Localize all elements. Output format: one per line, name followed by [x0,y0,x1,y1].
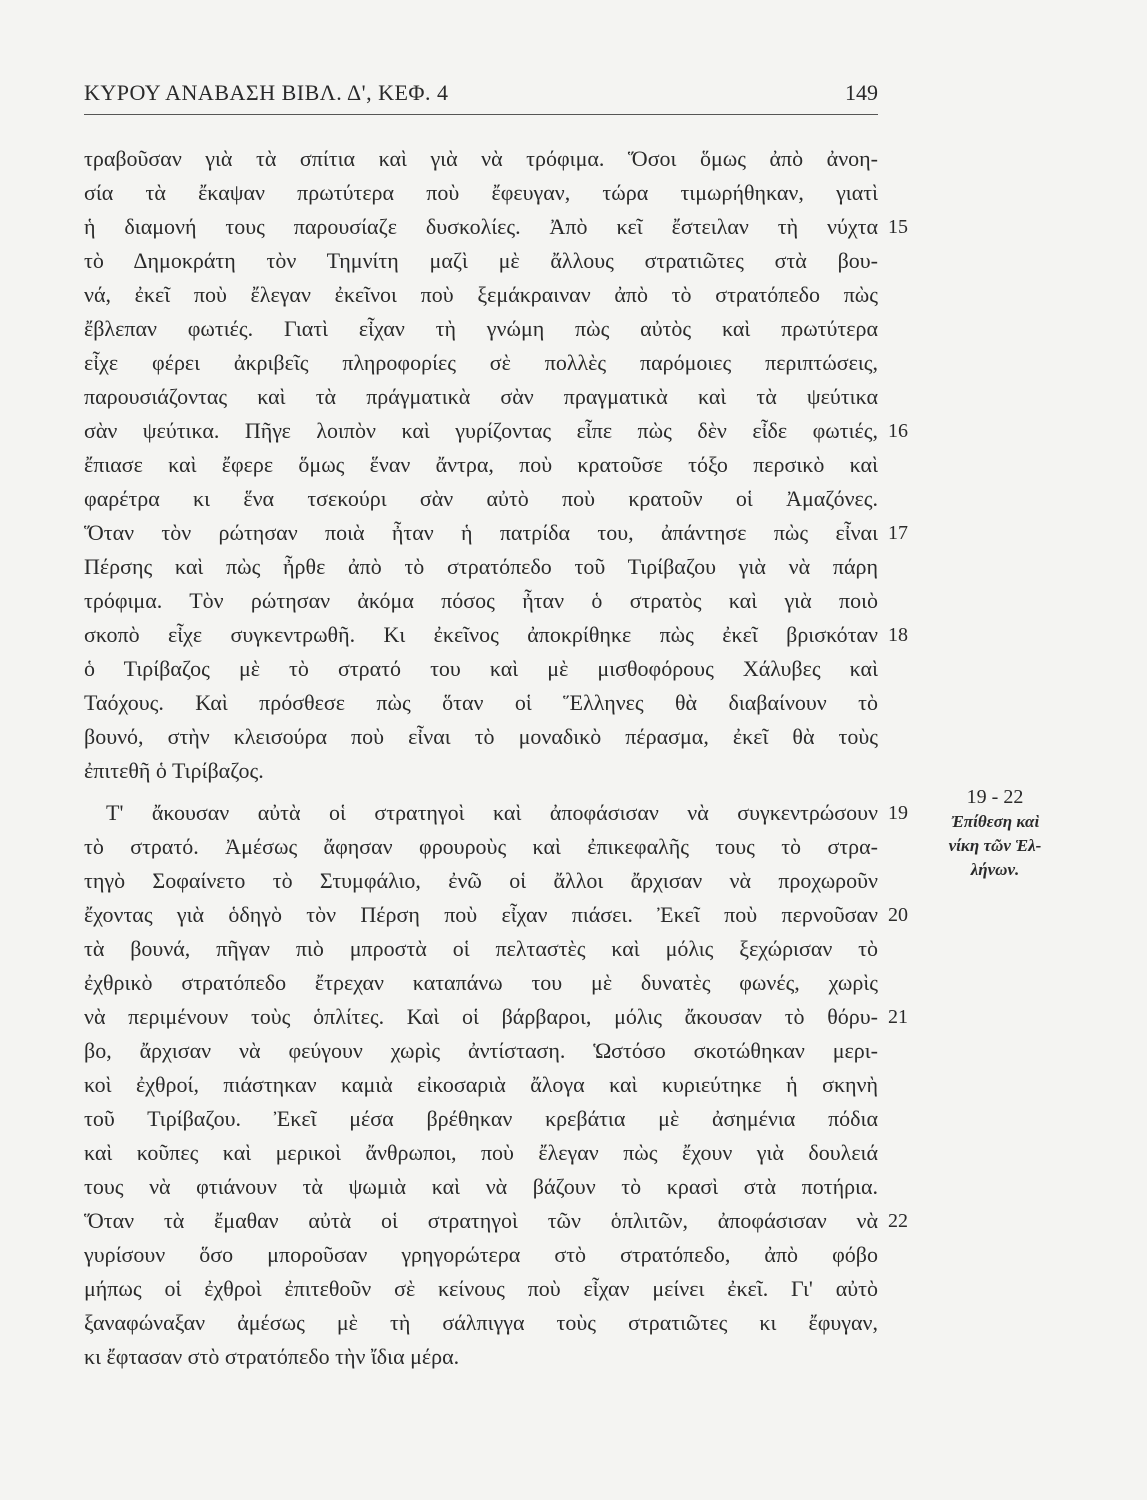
text-line: ἐπιτεθῆ ὁ Τιρίβαζος. [84,758,264,783]
margin-note-range: 19 - 22 [966,786,1024,808]
text-line: σκοπὸ εἶχε συγκεντρωθῆ. Κι ἐκεῖνος ἀποκρίθηκε πὼς ἐκεῖ βρισκόταν [84,622,878,647]
text-line: βουνό, στὴν κλεισούρα ποὺ εἶναι τὸ μοναδικὸ πέρασμα, ἐκεῖ θὰ τοὺς [84,724,878,749]
text-line: σία τὰ ἔκαψαν πρωτύτερα ποὺ ἔφευγαν, τώρα τιμωρήθηκαν, γιατὶ [84,180,878,205]
text-line: φαρέτρα κι ἕνα τσεκούρι σὰν αὐτὸ ποὺ κρατοῦν οἱ Ἀμαζόνες. [84,486,878,511]
text-line: κοὶ ἐχθροί, πιάστηκαν καμιὰ εἰκοσαριὰ ἄλογα καὶ κυριεύτηκε ἡ σκηνὴ [84,1072,878,1097]
section-number-15: 15 [888,216,908,238]
text-line: βο, ἄρχισαν νὰ φεύγουν χωρὶς ἀντίσταση. Ὡστόσο σκοτώθηκαν μερι- [84,1038,878,1063]
text-line: τρόφιμα. Τὸν ρώτησαν ἀκόμα πόσος ἦταν ὁ στρατὸς καὶ γιὰ ποιὸ [84,588,878,613]
running-header [84,78,878,115]
text-line: μήπως οἱ ἐχθροὶ ἐπιτεθοῦν σὲ κείνους ποὺ εἶχαν μείνει ἐκεῖ. Γι' αὐτὸ [84,1276,878,1301]
text-line: Ὅταν τὸν ρώτησαν ποιὰ ἦταν ἡ πατρίδα του, ἀπάντησε πὼς εἶναι [84,520,878,545]
section-number-17: 17 [888,522,908,544]
text-line: σὰν ψεύτικα. Πῆγε λοιπὸν καὶ γυρίζοντας εἶπε πὼς δὲν εἶδε φωτιές, [84,418,878,443]
section-number-16: 16 [888,420,908,442]
text-line: ἔχοντας γιὰ ὁδηγὸ τὸν Πέρση ποὺ εἶχαν πιάσει. Ἐκεῖ ποὺ περνοῦσαν [84,902,878,927]
text-line: γυρίσουν ὅσο μποροῦσαν γρηγορώτερα στὸ στρατόπεδο, ἀπὸ φόβο [84,1242,878,1267]
section-number-22: 22 [888,1210,908,1232]
page-number: 149 [845,80,878,105]
text-line: τοῦ Τιρίβαζου. Ἐκεῖ μέσα βρέθηκαν κρεβάτια μὲ ἀσημένια πόδια [84,1106,878,1131]
section-number-19: 19 [888,802,908,824]
section-number-20: 20 [888,904,908,926]
text-line: ἔπιασε καὶ ἔφερε ὅμως ἕναν ἄντρα, ποὺ κρατοῦσε τόξο περσικὸ καὶ [84,452,878,477]
text-line: Ὅταν τὰ ἔμαθαν αὐτὰ οἱ στρατηγοὶ τῶν ὁπλιτῶν, ἀποφάσισαν νὰ [84,1208,878,1233]
text-line: ἐχθρικὸ στρατόπεδο ἔτρεχαν καταπάνω του μὲ δυνατὲς φωνές, χωρὶς [84,970,878,995]
text-line: ὁ Τιρίβαζος μὲ τὸ στρατό του καὶ μὲ μισθοφόρους Χάλυβες καὶ [84,656,878,681]
header-title: ΚΥΡΟΥ ΑΝΑΒΑΣΗ ΒΙΒΛ. Δ', ΚΕΦ. 4 [84,80,449,105]
text-line: παρουσιάζοντας καὶ τὰ πράγματικὰ σὰν πραγματικὰ καὶ τὰ ψεύτικα [84,384,878,409]
text-line: Τ' ἄκουσαν αὐτὰ οἱ στρατηγοὶ καὶ ἀποφάσισαν νὰ συγκεντρώσουν [106,800,878,825]
text-line: τὰ βουνά, πῆγαν πιὸ μπροστὰ οἱ πελταστὲς καὶ μόλις ξεχώρισαν τὸ [84,936,878,961]
text-line: νὰ περιμένουν τοὺς ὁπλίτες. Καὶ οἱ βάρβαροι, μόλις ἄκουσαν τὸ θόρυ- [84,1004,878,1029]
text-line: εἶχε φέρει ἀκριβεῖς πληροφορίες σὲ πολλὲς παρόμοιες περιπτώσεις, [84,350,878,375]
text-line: τὸ στρατό. Ἀμέσως ἄφησαν φρουροὺς καὶ ἐπικεφαλῆς τους τὸ στρα- [84,834,878,859]
text-line: τηγὸ Σοφαίνετο τὸ Στυμφάλιο, ἐνῶ οἱ ἄλλοι ἄρχισαν νὰ προχωροῦν [84,868,878,893]
text-line: τραβοῦσαν γιὰ τὰ σπίτια καὶ γιὰ νὰ τρόφιμα. Ὅσοι ὅμως ἀπὸ ἀνοη- [84,146,878,171]
text-line: Ταόχους. Καὶ πρόσθεσε πὼς ὅταν οἱ Ἕλληνες θὰ διαβαίνουν τὸ [84,690,878,715]
margin-note-line: νίκη τῶν Ἑλ- [948,836,1042,855]
section-number-21: 21 [888,1006,908,1028]
text-line: κι ἔφτασαν στὸ στρατόπεδο τὴν ἴδια μέρα. [84,1344,460,1369]
text-line: ἡ διαμονή τους παρουσίαζε δυσκολίες. Ἀπὸ κεῖ ἔστειλαν τὴ νύχτα [84,214,878,239]
text-line: νά, ἐκεῖ ποὺ ἔλεγαν ἐκεῖνοι ποὺ ξεμάκραιναν ἀπὸ τὸ στρατόπεδο πὼς [84,282,878,307]
text-line: τὸ Δημοκράτη τὸν Τημνίτη μαζὶ μὲ ἄλλους στρατιῶτες στὰ βου- [84,248,878,273]
text-line: ἔβλεπαν φωτιές. Γιατὶ εἶχαν τὴ γνώμη πὼς αὐτὸς καὶ πρωτύτερα [84,316,878,341]
section-number-18: 18 [888,624,908,646]
text-line: τους νὰ φτιάνουν τὰ ψωμιὰ καὶ νὰ βάζουν τὸ κρασὶ στὰ ποτήρια. [84,1174,878,1199]
margin-note-line: Ἐπίθεση καὶ [950,812,1040,831]
margin-note [930,784,1060,882]
text-line: ξαναφώναξαν ἀμέσως μὲ τὴ σάλπιγγα τοὺς στρατιῶτες κι ἔφυγαν, [84,1310,878,1335]
text-line: Πέρσης καὶ πὼς ἦρθε ἀπὸ τὸ στρατόπεδο τοῦ Τιρίβαζου γιὰ νὰ πάρη [84,554,878,579]
margin-note-line: λήνων. [970,860,1020,879]
text-line: καὶ κοῦπες καὶ μερικοὶ ἄνθρωποι, ποὺ ἔλεγαν πὼς ἔχουν γιὰ δουλειά [84,1140,878,1165]
